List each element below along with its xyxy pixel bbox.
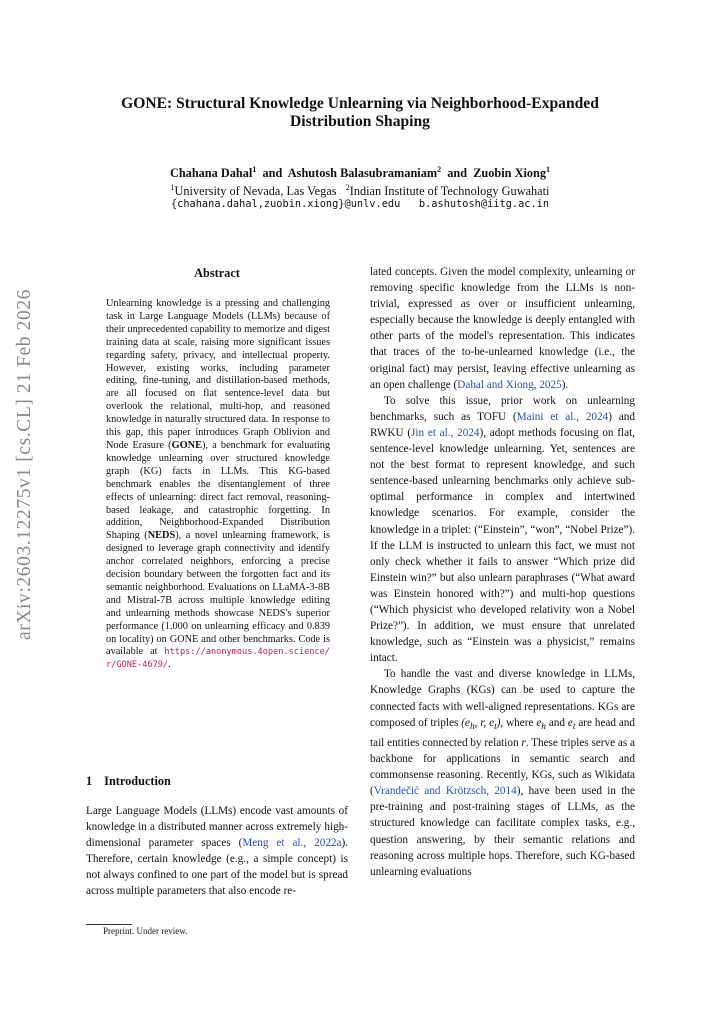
body-paragraph (370, 264, 635, 393)
math-triple (461, 716, 501, 732)
body-text: Large Language Models (LLMs) encode vast amounts of knowledge in a distributed manner across extremely high-dimensional parameter spaces ( (86, 805, 348, 850)
author-name: Ashutosh Balasubramaniam (287, 166, 438, 181)
arxiv-identifier-stamp: arXiv:2603.12275v1 [cs.CL] 21 Feb 2026 (14, 288, 35, 640)
intro-paragraph (86, 803, 348, 900)
citation-link[interactable]: Vrandečić and Krötzsch, 2014 (373, 785, 517, 798)
body-text: ), have been used in the pre-training and post-training stages of LLMs, as the structured knowledge can facilitate complex tasks, e.g., question answering, by their semantic relations and reasoning across multiple hops. Therefore, such KG-based unlearning evaluations (370, 785, 635, 878)
math-part: (e (461, 716, 470, 729)
abstract-text: . (168, 659, 171, 671)
author-and: and (262, 166, 283, 181)
body-text: are head and tail entities connected by relation (370, 716, 635, 749)
citation-link[interactable]: Dahal and Xiong, 2025 (457, 378, 562, 391)
title-line-1: GONE: Structural Knowledge Unlearning via Neighborhood-Expanded (121, 95, 599, 112)
math-part: e (536, 716, 542, 729)
affiliation: Indian Institute of Technology Guwahati (349, 184, 550, 199)
abstract-text: ), a benchmark for evaluating knowledge unlearning over structured knowledge graph (KG) facts in LLMs. This KG-based benchmark enables the disentanglement of three effects of unlearning: direct fact removal, reasoning-based leakage, and catastrophic forgetting. In addition, Neighborhood-Expanded Distribution Shaping ( (106, 439, 330, 542)
citation-link[interactable]: Maini et al., 2024 (516, 410, 609, 423)
paper-title (70, 95, 650, 131)
author-list (70, 162, 650, 181)
math-part: e (567, 716, 573, 729)
author-affil-mark: 2 (437, 165, 442, 174)
math-sub: t (494, 721, 497, 732)
abstract-text: ), a novel unlearning framework, is designed to leverage graph connectivity and identify anchor correlated neighbors, enforcing a precise decision boundary between the forgotten fact and its semantic neighborhood. Evaluations on LLaMA-3-8B and Mistral-7B across multiple knowledge editing and unlearning methods showcase NEDS's superior performance (1.000 on unlearning efficacy and 0.839 on locality) on GONE and other benchmarks. Code is available at (106, 530, 330, 658)
body-text: lated concepts. Given the model complexity, unlearning or removing specific knowledge from the LLMs is non-trivial, expressed as over or insufficient unlearning, especially because the knowledge is deeply entangled with other parts of the model's representation. This indicates that traces of the to-be-unlearned knowledge (i.e., the original fact) may persist, leaving effective unlearning as an open challenge ( (370, 266, 635, 391)
code-url-link[interactable]: https://anonymous.4open.science/r/GONE-4679/ (106, 647, 330, 671)
abstract-bold-term: NEDS (147, 530, 176, 542)
abstract-bold-term: GONE (171, 439, 202, 451)
body-text: To solve this issue, prior work on unlearning benchmarks, such as TOFU ( (370, 394, 635, 423)
author-name: Zuobin Xiong (473, 166, 547, 181)
affil-mark: 1 (170, 183, 175, 192)
author-affil-mark: 1 (252, 165, 257, 174)
abstract-heading: Abstract (194, 266, 240, 280)
footnote-rule (86, 924, 132, 925)
body-paragraph (370, 666, 635, 879)
body-text: To handle the vast and diverse knowledge in LLMs, Knowledge Graphs (KGs) can be used to capture the connected facts with well-aligned representations. KGs are composed of triples (370, 668, 635, 729)
author-name: Chahana Dahal (169, 166, 253, 181)
citation-link[interactable]: Jin et al., 2024 (411, 426, 480, 439)
body-text: . These triples serve as a backbone for applications in semantic search and commonsense reasoning. Recently, KGs, such as Wikidata ( (370, 736, 635, 798)
math-part: ) (496, 716, 501, 729)
footnote: Preprint. Under review. (103, 926, 188, 936)
author-affil-mark: 1 (546, 165, 551, 174)
section-title: Introduction (104, 774, 171, 788)
body-paragraph (370, 393, 635, 667)
citation-link[interactable]: Meng et al., 2022a (242, 837, 342, 850)
section-number: 1 (86, 774, 93, 788)
right-column (370, 264, 635, 880)
math-head-entity (536, 716, 546, 732)
abstract-text: Unlearning knowledge is a pressing and challenging task in Large Language Models (LLMs) because of their unprecedented capability to memorize and digest training data at scale, raising more significant issues regarding safety, privacy, and intellectual property. However, existing works, including parameter editing, fine-tuning, and distillation-based methods, are all focused on flat sentence-level data but overlook the relational, multi-hop, and reasoned knowledge in naturally structured data. In response to this gap, this paper introduces Graph Oblivion and Node Erasure ( (106, 298, 330, 451)
math-sub: t (572, 721, 576, 732)
body-text: ). Therefore, certain knowledge (e.g., a simple concept) is not always confined to one part of the model but is spread across multiple parameters that also encode re- (86, 837, 349, 898)
body-text: ) and RWKU ( (370, 410, 635, 439)
affil-mark: 2 (345, 183, 350, 192)
body-text: , where (500, 716, 537, 729)
author-emails: {chahana.dahal,zuobin.xiong}@unlv.edu b.ashutosh@iitg.ac.in (170, 198, 550, 210)
math-sub: h (469, 721, 475, 732)
body-text: ), adopt methods focusing on flat, sentence-level knowledge unlearning. Yet, sentences are not the best format to represent knowledge, and such sentence-based unlearning benchmarks only achieve sub-optimal performance in complex and intertwined knowledge scenarios. For example, consider the knowledge in a triplet: (“Einstein”, “won”, “Nobel Prize”). If the LLM is instructed to unlearn this fact, we must not only check whether it fails to answer “Which prize did Einstein win?” but also unlearn paraphrases (“What award was Einstein honored with?”) and multi-hop questions (“Which physicist who developed relativity won a Nobel Prize?”). In addition, we must ensure that unrelated knowledge, such as “Einstein was a physicist,” remains intact. (370, 426, 635, 665)
math-part: , r, e (474, 716, 495, 729)
body-text: ). (561, 378, 569, 391)
author-and: and (447, 166, 468, 181)
affiliation: University of Nevada, Las Vegas (174, 184, 337, 199)
math-sub: h (541, 721, 546, 732)
body-text: and (545, 716, 568, 729)
title-line-2: Distribution Shaping (290, 113, 430, 130)
math-relation: r (521, 736, 526, 749)
section-heading-introduction (86, 774, 183, 789)
abstract-body (106, 298, 330, 672)
